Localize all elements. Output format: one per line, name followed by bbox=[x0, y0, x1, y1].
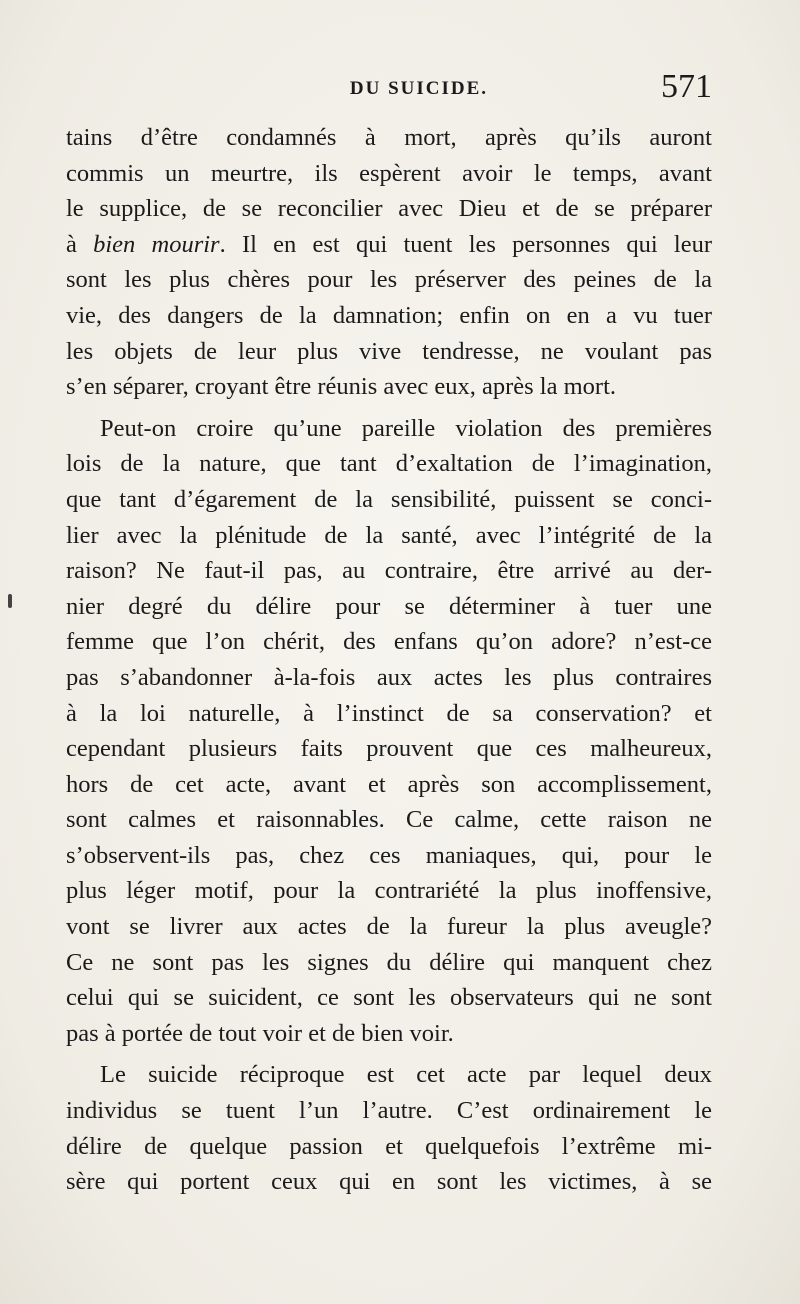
text-line: que tant d’égarement de la sensibilité, puissent se conci- bbox=[66, 485, 712, 513]
text-line: tains d’être condamnés à mort, après qu’ils auront bbox=[66, 124, 712, 151]
text-line: individus se tuent l’un l’autre. C’est ordinairement le bbox=[66, 1097, 712, 1125]
text-line: hors de cet acte, avant et après son accomplissement, bbox=[66, 770, 712, 798]
text-line: s’en séparer, croyant être réunis avec eux, après la mort. bbox=[66, 373, 617, 401]
margin-ink-mark bbox=[8, 594, 12, 608]
text-line: sont calmes et raisonnables. Ce calme, cette raison ne bbox=[66, 806, 712, 834]
text-line: s’observent-ils pas, chez ces maniaques, qui, pour le bbox=[66, 841, 712, 869]
text-line: le supplice, de se reconcilier avec Dieu et de se préparer bbox=[66, 195, 712, 223]
text-line: sont les plus chères pour les préserver des peines de la bbox=[66, 266, 712, 294]
text-line: pas à portée de tout voir et de bien voir. bbox=[66, 1019, 454, 1047]
text-line: nier degré du délire pour se déterminer à tuer une bbox=[66, 592, 712, 620]
page-header bbox=[66, 68, 712, 110]
text-line: cependant plusieurs faits prouvent que ces malheureux, bbox=[66, 735, 712, 763]
text-line: pas s’abandonner à-la-fois aux actes les plus contraires bbox=[66, 663, 712, 691]
text-line: sère qui portent ceux qui en sont les victimes, à se bbox=[66, 1168, 712, 1196]
text-line: vie, des dangers de la damnation; enfin on en a vu tuer bbox=[66, 301, 712, 329]
text-line: Peut-on croire qu’une pareille violation des premières bbox=[100, 414, 712, 442]
text-line: plus léger motif, pour la contrariété la plus inoffensive, bbox=[66, 877, 712, 905]
text-line: à la loi naturelle, à l’instinct de sa conservation? et bbox=[66, 699, 712, 727]
text-line: celui qui se suicident, ce sont les observateurs qui ne sont bbox=[66, 984, 712, 1012]
text-line-with-italic: à bien mourir. Il en est qui tuent les personnes qui leur bbox=[66, 230, 712, 258]
text-line: lois de la nature, que tant d’exaltation de l’imagination, bbox=[66, 450, 712, 478]
body-text bbox=[66, 120, 712, 1200]
italic-phrase: bien mourir bbox=[93, 230, 220, 258]
text-line: les objets de leur plus vive tendresse, ne voulant pas bbox=[66, 337, 712, 365]
text-line: lier avec la plénitude de la santé, avec l’intégrité de la bbox=[66, 521, 712, 549]
text-line: Ce ne sont pas les signes du délire qui manquent chez bbox=[66, 948, 712, 976]
text-line: commis un meurtre, ils espèrent avoir le temps, avant bbox=[66, 159, 712, 187]
text-line: raison? Ne faut-il pas, au contraire, être arrivé au der- bbox=[66, 557, 712, 585]
text-line: vont se livrer aux actes de la fureur la plus aveugle? bbox=[66, 913, 712, 941]
page-number: 571 bbox=[661, 68, 712, 105]
text-line: Le suicide réciproque est cet acte par lequel deux bbox=[100, 1061, 712, 1089]
text-line: délire de quelque passion et quelquefois l’extrême mi- bbox=[66, 1132, 712, 1160]
running-head: DU SUICIDE. bbox=[349, 78, 489, 99]
text-line: femme que l’on chérit, des enfans qu’on adore? n’est-ce bbox=[66, 628, 712, 656]
